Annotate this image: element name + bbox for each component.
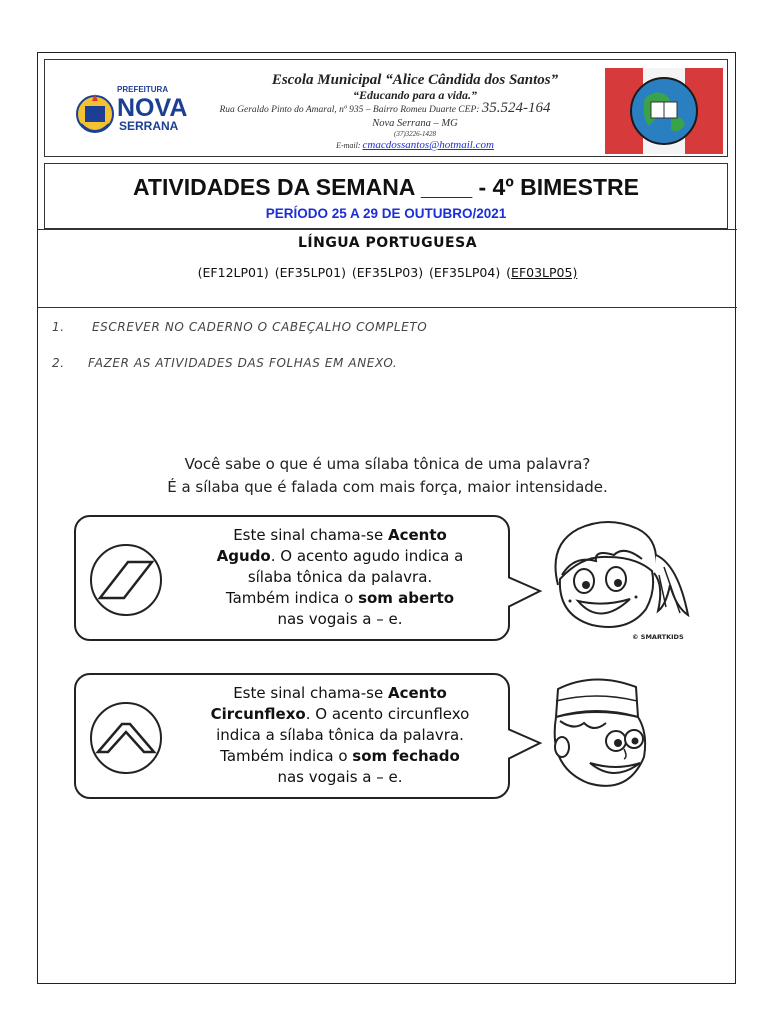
instruction-item: [52, 320, 427, 334]
logo-serrana-text: SERRANA: [119, 119, 179, 133]
agudo-line2-bold: Agudo: [216, 547, 271, 565]
circunflexo-line5: nas vogais a – e.: [277, 768, 403, 786]
address-cep: 35.524-164: [481, 100, 551, 116]
agudo-line3: sílaba tônica da palavra.: [247, 568, 433, 586]
circunflexo-line4-bold: som fechado: [352, 747, 460, 765]
school-motto: “Educando para a vida.”: [352, 88, 477, 102]
agudo-line4-plain: Também indica o: [225, 589, 359, 607]
circunflexo-line2-plain: . O acento circunflexo: [305, 705, 470, 723]
worksheet-page: [37, 52, 736, 984]
circumflex-accent-icon: [88, 700, 164, 776]
school-name: Escola Municipal “Alice Cândida dos Santos”: [271, 72, 559, 88]
agudo-line2-plain: . O acento agudo indica a: [270, 547, 464, 565]
acento-circunflexo-card: [74, 673, 510, 799]
circunflexo-line4-plain: Também indica o: [220, 747, 353, 765]
circunflexo-line3: indica a sílaba tônica da palavra.: [216, 726, 464, 744]
illustration-credit: © SMARTKIDS: [632, 633, 684, 641]
bncc-codes: [38, 265, 737, 280]
acento-agudo-text: [178, 525, 502, 630]
school-header: [44, 59, 728, 157]
instruction-number: 1.: [52, 320, 65, 334]
prefeitura-logo: [73, 80, 203, 140]
intro-answer: É a sílaba que é falada com mais força, maior intensidade.: [167, 478, 608, 496]
instruction-number: 2.: [52, 356, 65, 370]
agudo-line1-bold: Acento: [387, 526, 447, 544]
page-title: ATIVIDADES DA SEMANA ____ - 4º BIMESTRE: [133, 174, 639, 200]
circunflexo-line1-plain: Este sinal chama-se: [233, 684, 388, 702]
intro-question: Você sabe o que é uma sílaba tônica de uma palavra?: [184, 455, 591, 473]
girl-character-illustration: [538, 515, 698, 635]
agudo-line4-bold: som aberto: [358, 589, 455, 607]
circunflexo-line1-bold: Acento: [387, 684, 447, 702]
instruction-item: [52, 356, 397, 370]
school-address: [185, 100, 585, 117]
acento-agudo-card: [74, 515, 510, 641]
instruction-text: ESCREVER NO CADERNO O CABEÇALHO COMPLETO: [92, 320, 428, 334]
agudo-line1-plain: Este sinal chama-se: [233, 526, 388, 544]
period-label: PERÍODO 25 A 29 DE OUTUBRO/2021: [265, 206, 507, 221]
circunflexo-line2-bold: Circunflexo: [210, 705, 306, 723]
school-email: [227, 139, 603, 151]
school-city: Nova Serrana – MG: [372, 118, 458, 129]
school-logo: [605, 68, 723, 154]
code-underlined: EF03LP05): [511, 265, 578, 280]
subject-name: LÍNGUA PORTUGUESA: [297, 235, 478, 251]
email-link[interactable]: cmacdossantos@hotmail.com: [362, 139, 494, 151]
school-phone: (37)3226-1428: [394, 130, 436, 138]
address-text: Rua Geraldo Pinto do Amaral, nº 935 – Bairro Romeu Duarte CEP:: [219, 105, 480, 115]
subject-box: [38, 229, 737, 308]
logo-nova-text: NOVA: [117, 94, 188, 122]
agudo-line5: nas vogais a – e.: [277, 610, 403, 628]
codes-plain: (EF12LP01) (EF35LP01) (EF35LP03) (EF35LP04) (: [197, 265, 512, 280]
boy-character-illustration: [544, 671, 654, 801]
speech-tail-2: [508, 725, 544, 765]
email-label: E-mail:: [336, 141, 361, 150]
instruction-text: FAZER AS ATIVIDADES DAS FOLHAS EM ANEXO.: [88, 356, 398, 370]
acute-accent-icon: [88, 542, 164, 618]
title-box: [44, 163, 728, 229]
logo-prefeitura-text: PREFEITURA: [117, 85, 169, 94]
acento-circunflexo-text: [178, 683, 502, 788]
